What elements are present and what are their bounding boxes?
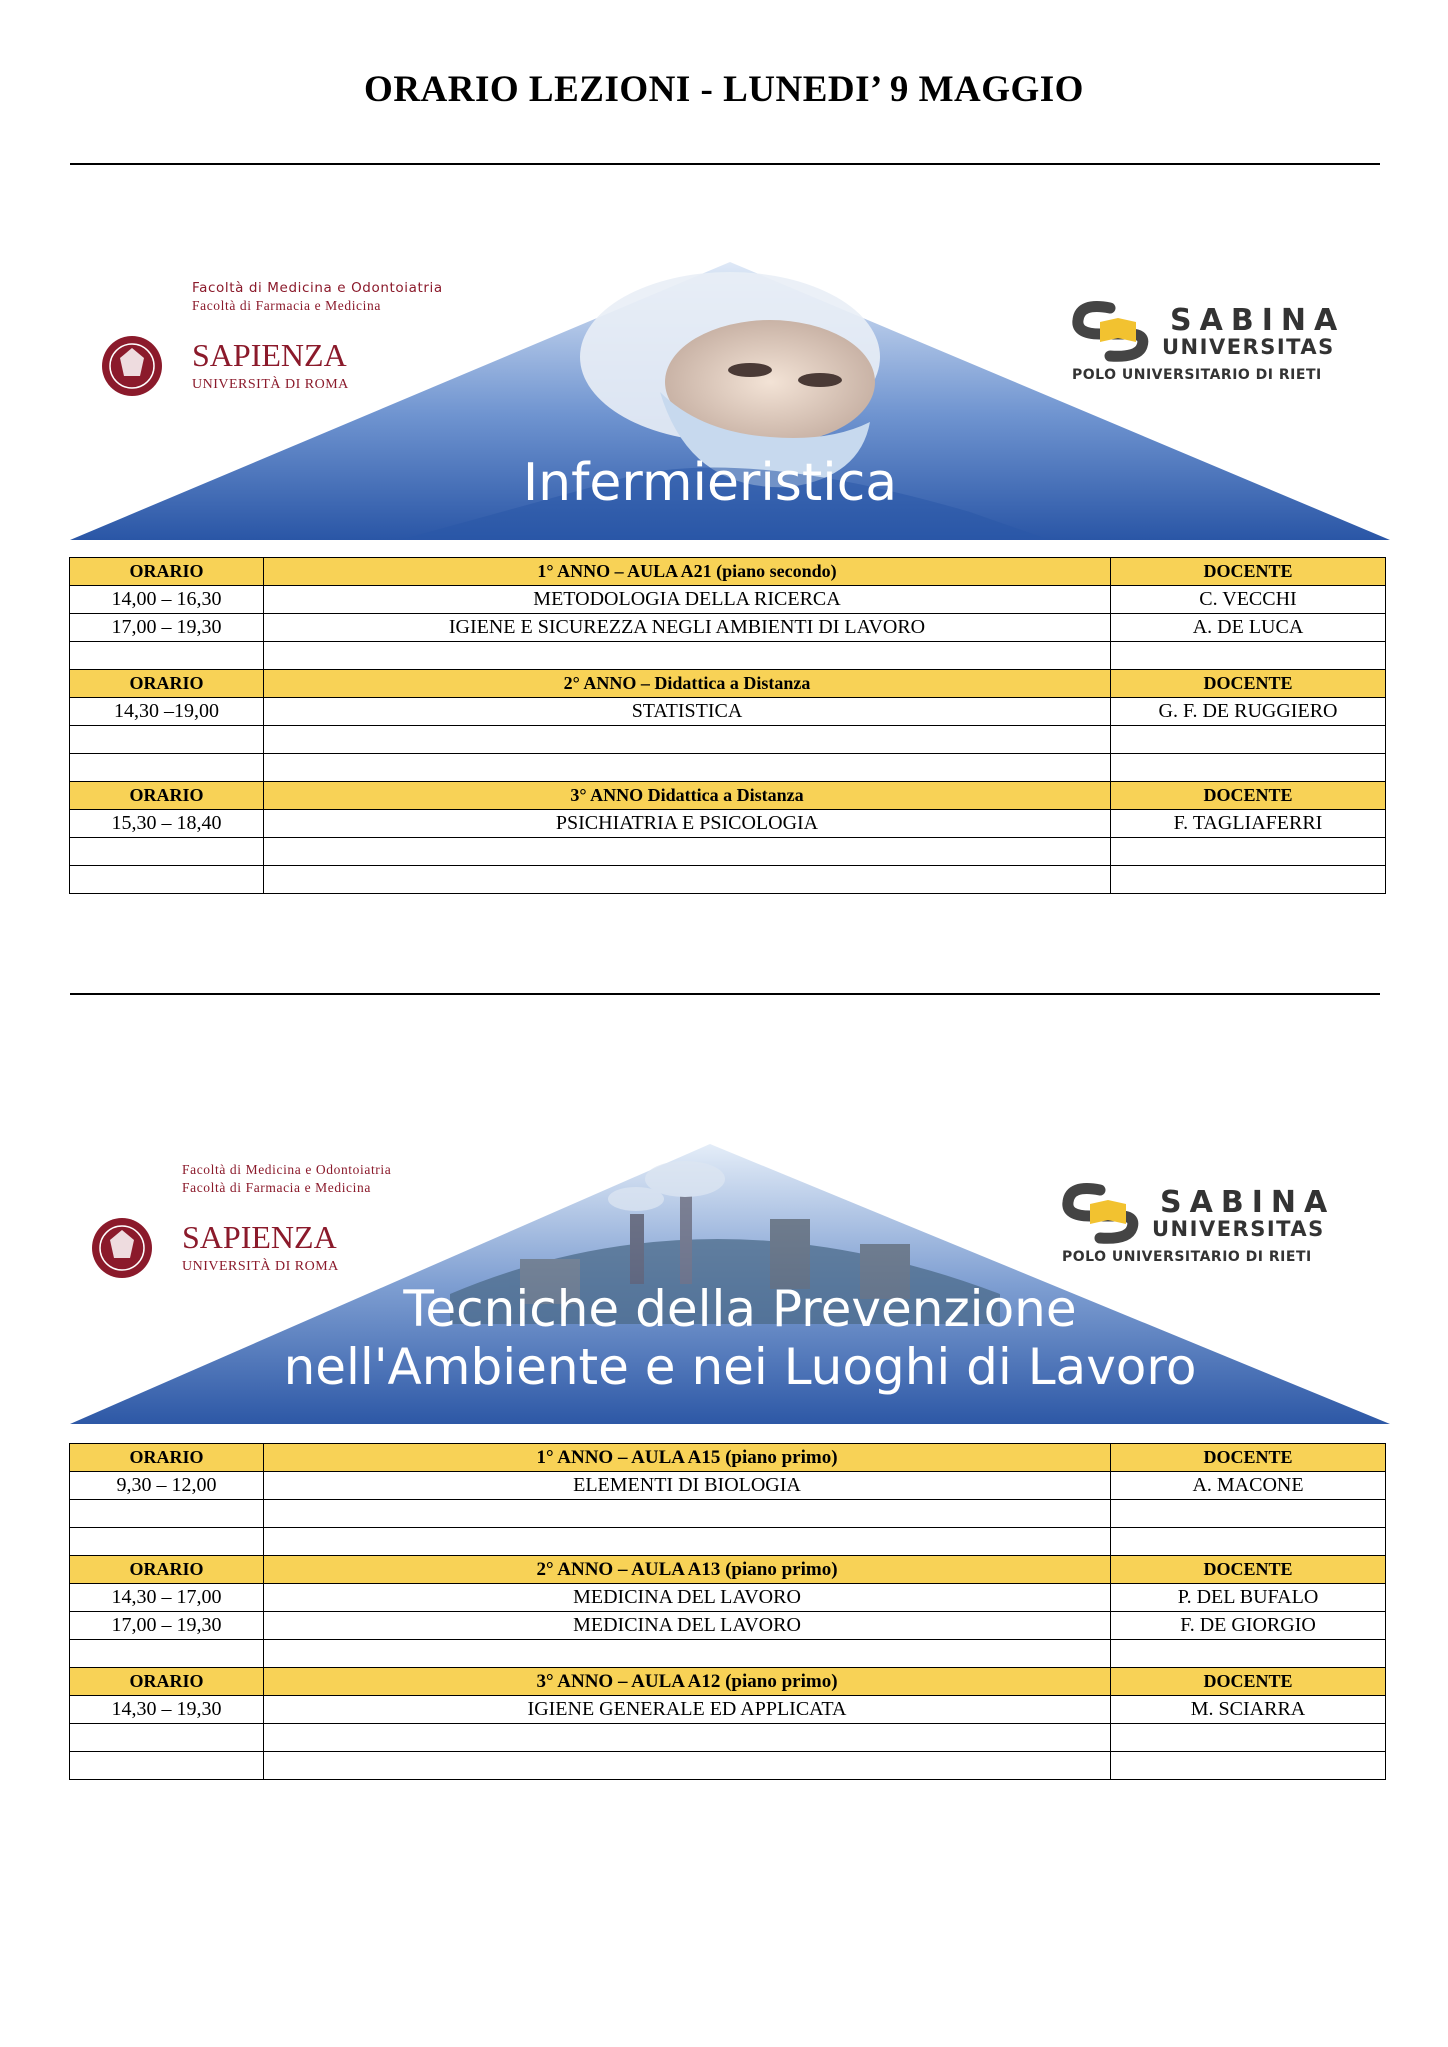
table-row [70,1724,1386,1752]
time-cell: 14,30 –19,00 [70,698,264,726]
teacher-cell [1111,1500,1386,1528]
sabina-logo [1078,307,1143,357]
header-orario: ORARIO [70,670,264,698]
course-title-line-1: Tecniche della Prevenzione [403,1280,1077,1338]
teacher-cell: C. VECCHI [1111,586,1386,614]
header-anno: 2° ANNO – Didattica a Distanza [264,670,1111,698]
subject-cell [264,838,1111,866]
time-cell: 14,30 – 19,30 [70,1696,264,1724]
table-row [70,754,1386,782]
subject-cell [264,866,1111,894]
faculty-line-2: Facoltà di Farmacia e Medicina [182,1180,371,1195]
faculty-line-1: Facoltà di Medicina e Odontoiatria [192,280,443,296]
schedule-table-infermieristica [69,557,1386,894]
table-row [70,1752,1386,1780]
header-docente: DOCENTE [1111,1444,1386,1472]
subject-cell: MEDICINA DEL LAVORO [264,1612,1111,1640]
header-anno: 1° ANNO – AULA A15 (piano primo) [264,1444,1111,1472]
header-docente: DOCENTE [1111,558,1386,586]
faculty-line-1: Facoltà di Medicina e Odontoiatria [182,1162,392,1177]
table-header-row [70,558,1386,586]
subject-cell: STATISTICA [264,698,1111,726]
header-anno: 3° ANNO – AULA A12 (piano primo) [264,1668,1111,1696]
teacher-cell: A. MACONE [1111,1472,1386,1500]
time-cell: 15,30 – 18,40 [70,810,264,838]
sabina-wordmark: SABINA [1170,303,1346,338]
table-row [70,586,1386,614]
time-cell: 14,30 – 17,00 [70,1584,264,1612]
table-header-row [70,1444,1386,1472]
teacher-cell: G. F. DE RUGGIERO [1111,698,1386,726]
banner-tecniche-prevenzione [70,1144,1390,1434]
table-row [70,698,1386,726]
table-row [70,810,1386,838]
universitas-wordmark: UNIVERSITAS [1162,335,1335,359]
time-cell [70,1752,264,1780]
subject-cell [264,754,1111,782]
time-cell [70,726,264,754]
subject-cell [264,1752,1111,1780]
subject-cell [264,1640,1111,1668]
teacher-cell [1111,754,1386,782]
subject-cell [264,1724,1111,1752]
table-row [70,1528,1386,1556]
subject-cell [264,726,1111,754]
table-row [70,1584,1386,1612]
time-cell [70,1640,264,1668]
teacher-cell: F. DE GIORGIO [1111,1612,1386,1640]
divider [70,993,1380,995]
table-header-row [70,670,1386,698]
sapienza-wordmark: SAPIENZA [182,1219,337,1255]
time-cell [70,838,264,866]
polo-label: POLO UNIVERSITARIO DI RIETI [1062,1249,1312,1265]
time-cell: 14,00 – 16,30 [70,586,264,614]
teacher-cell [1111,866,1386,894]
header-orario: ORARIO [70,1444,264,1472]
table-row [70,1640,1386,1668]
teacher-cell: M. SCIARRA [1111,1696,1386,1724]
sapienza-subtitle: UNIVERSITÀ DI ROMA [182,1259,339,1274]
table-row [70,642,1386,670]
time-cell [70,1724,264,1752]
header-orario: ORARIO [70,1668,264,1696]
table-row [70,1500,1386,1528]
table-header-row [70,1556,1386,1584]
faculty-line-2: Facoltà di Farmacia e Medicina [192,298,381,313]
polo-label: POLO UNIVERSITARIO DI RIETI [1072,367,1322,383]
header-docente: DOCENTE [1111,670,1386,698]
teacher-cell [1111,726,1386,754]
time-cell: 9,30 – 12,00 [70,1472,264,1500]
time-cell [70,1528,264,1556]
time-cell [70,866,264,894]
time-cell [70,1500,264,1528]
header-anno: 3° ANNO Didattica a Distanza [264,782,1111,810]
schedule-table-tecniche-prevenzione [69,1443,1386,1780]
header-anno: 2° ANNO – AULA A13 (piano primo) [264,1556,1111,1584]
header-docente: DOCENTE [1111,1556,1386,1584]
subject-cell: ELEMENTI DI BIOLOGIA [264,1472,1111,1500]
time-cell: 17,00 – 19,30 [70,1612,264,1640]
teacher-cell [1111,642,1386,670]
course-title: Infermieristica [522,453,898,513]
sapienza-wordmark: SAPIENZA [192,337,347,373]
subject-cell: PSICHIATRIA E PSICOLOGIA [264,810,1111,838]
sabina-logo [1068,1189,1133,1239]
sapienza-logo [92,1218,152,1278]
banner-infermieristica [70,262,1390,552]
subject-cell: MEDICINA DEL LAVORO [264,1584,1111,1612]
divider [70,163,1380,165]
header-anno: 1° ANNO – AULA A21 (piano secondo) [264,558,1111,586]
header-docente: DOCENTE [1111,1668,1386,1696]
header-orario: ORARIO [70,782,264,810]
table-row [70,726,1386,754]
sabina-wordmark: SABINA [1160,1185,1336,1220]
time-cell [70,754,264,782]
subject-cell: METODOLOGIA DELLA RICERCA [264,586,1111,614]
teacher-cell: P. DEL BUFALO [1111,1584,1386,1612]
table-row [70,1472,1386,1500]
teacher-cell [1111,1724,1386,1752]
table-row [70,866,1386,894]
subject-cell [264,1528,1111,1556]
teacher-cell [1111,1752,1386,1780]
subject-cell [264,642,1111,670]
table-row [70,1696,1386,1724]
header-orario: ORARIO [70,1556,264,1584]
subject-cell: IGIENE E SICUREZZA NEGLI AMBIENTI DI LAVORO [264,614,1111,642]
table-header-row [70,1668,1386,1696]
time-cell [70,642,264,670]
teacher-cell: F. TAGLIAFERRI [1111,810,1386,838]
teacher-cell [1111,1640,1386,1668]
table-row [70,614,1386,642]
page-title: ORARIO LEZIONI - LUNEDI’ 9 MAGGIO [364,69,1084,110]
sapienza-subtitle: UNIVERSITÀ DI ROMA [192,377,349,392]
table-row [70,1612,1386,1640]
table-header-row [70,782,1386,810]
subject-cell: IGIENE GENERALE ED APPLICATA [264,1696,1111,1724]
subject-cell [264,1500,1111,1528]
teacher-cell: A. DE LUCA [1111,614,1386,642]
universitas-wordmark: UNIVERSITAS [1152,1217,1325,1241]
course-title-line-2: nell'Ambiente e nei Luoghi di Lavoro [283,1338,1197,1396]
table-row [70,838,1386,866]
sapienza-logo [102,336,162,396]
header-orario: ORARIO [70,558,264,586]
header-docente: DOCENTE [1111,782,1386,810]
teacher-cell [1111,838,1386,866]
teacher-cell [1111,1528,1386,1556]
time-cell: 17,00 – 19,30 [70,614,264,642]
